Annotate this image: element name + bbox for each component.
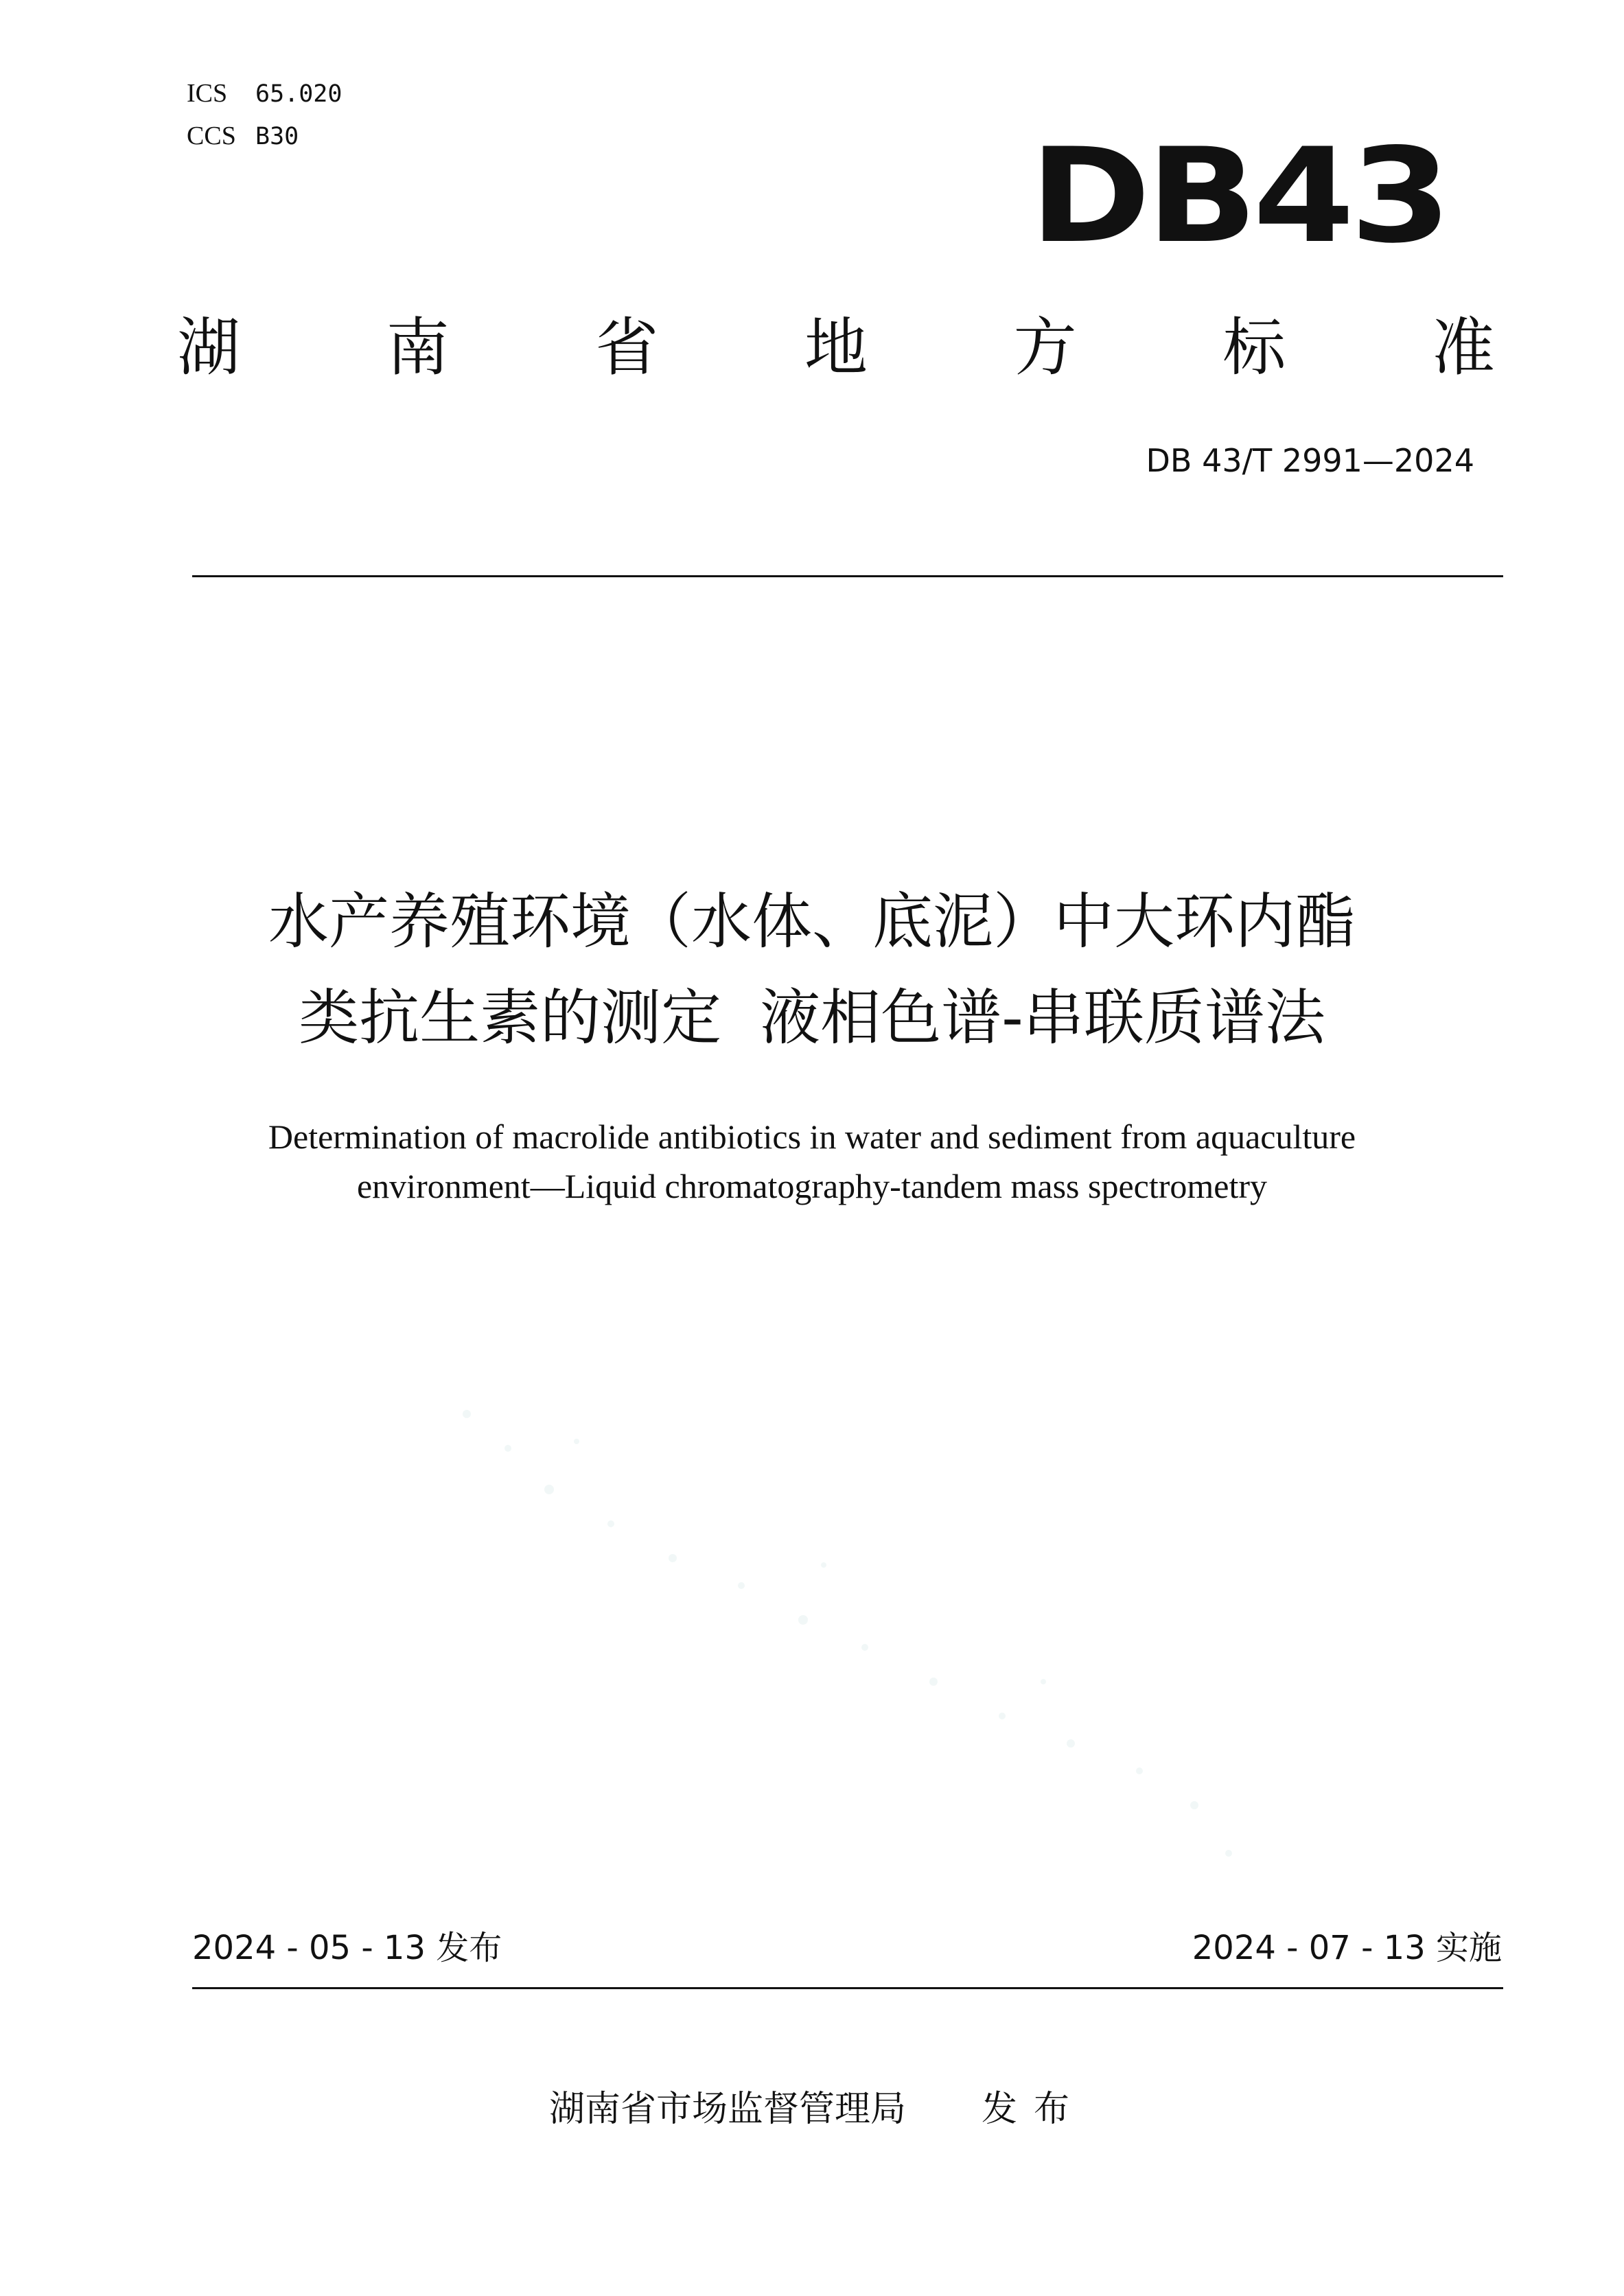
standard-type-char: 南 xyxy=(386,311,450,384)
english-title-line-1: Determination of macrolide antibiotics in water and sediment from aquaculture xyxy=(268,1117,1356,1156)
publisher xyxy=(549,2085,1086,2133)
english-title-line-2: environment—Liquid chromatography-tandem mass spectrometry xyxy=(356,1167,1268,1205)
standard-type-char: 准 xyxy=(1431,311,1495,384)
watermark-image xyxy=(384,1359,1277,1908)
header-divider xyxy=(192,575,1503,577)
ccs-label: CCS xyxy=(187,121,236,150)
db43-logo: DB43 xyxy=(1030,120,1448,272)
ics-value: 65.020 xyxy=(255,80,343,108)
publisher-action: 发布 xyxy=(982,2089,1087,2130)
standard-type-char: 标 xyxy=(1222,311,1286,384)
standard-type-char: 地 xyxy=(804,311,868,384)
standard-type-char: 湖 xyxy=(177,311,241,384)
chinese-title-line-1: 水产养殖环境（水体、底泥）中大环内酯 xyxy=(268,886,1356,957)
standard-type-char: 方 xyxy=(1013,311,1077,384)
implementation-date: 2024 - 07 - 13 实施 xyxy=(1192,1929,1502,1967)
issue-date: 2024 - 05 - 13 发布 xyxy=(192,1929,502,1967)
chinese-title-line-2: 类抗生素的测定 液相色谱-串联质谱法 xyxy=(299,982,1325,1053)
standard-type-title xyxy=(177,310,1495,386)
ccs-value: B30 xyxy=(255,123,299,150)
publisher-name: 湖南省市场监督管理局 xyxy=(549,2089,907,2130)
ics-label: ICS xyxy=(187,79,228,108)
ccs-code xyxy=(187,121,299,152)
standard-type-char: 省 xyxy=(595,311,659,384)
standard-number: DB 43/T 2991—2024 xyxy=(1146,442,1474,479)
ics-code xyxy=(187,78,342,109)
footer-divider xyxy=(192,1987,1503,1989)
